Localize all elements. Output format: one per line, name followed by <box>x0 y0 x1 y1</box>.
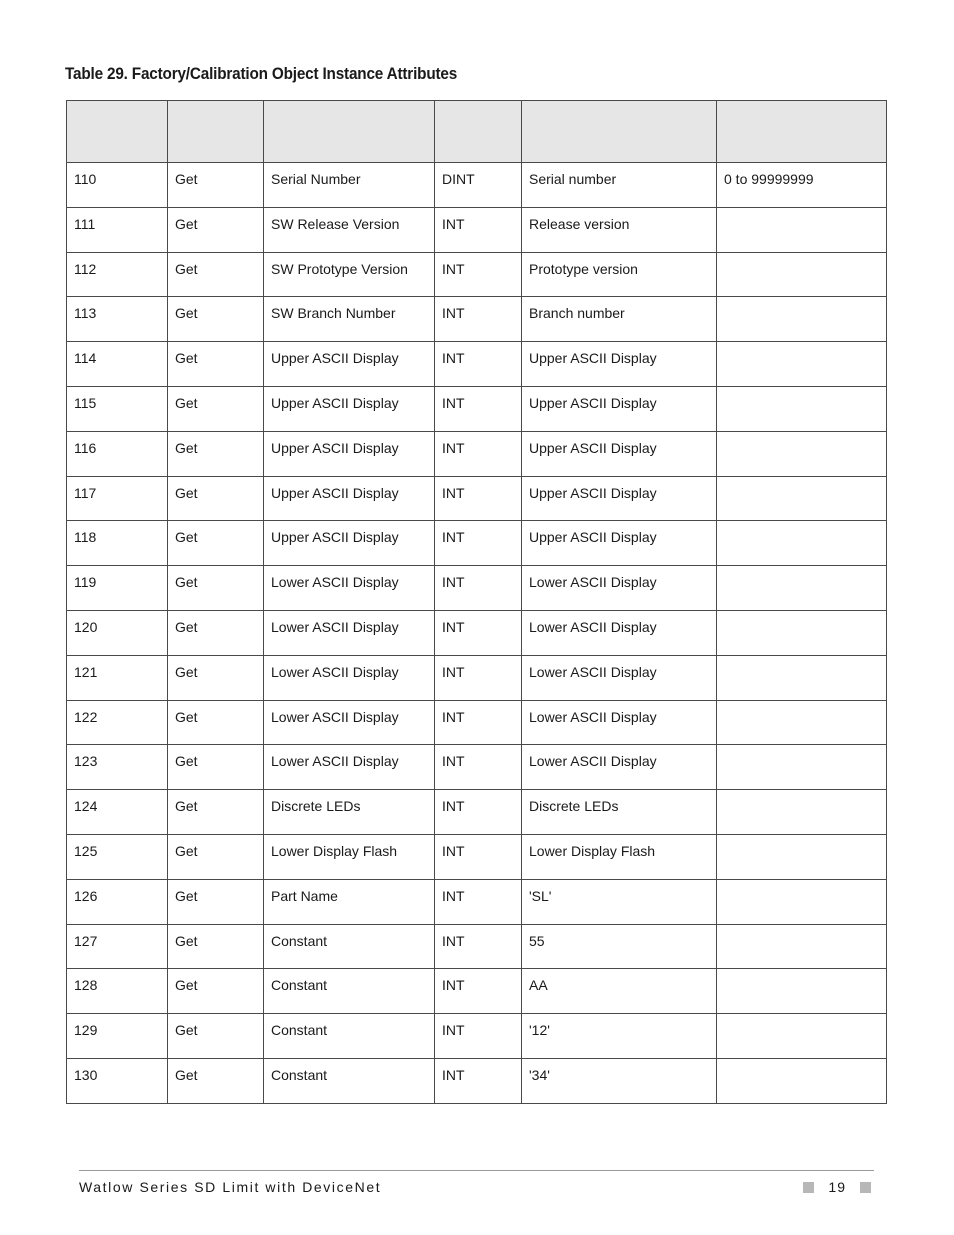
table-cell: INT <box>435 879 522 924</box>
table-cell: Discrete LEDs <box>522 790 717 835</box>
table-row <box>67 297 887 342</box>
table-cell: Get <box>168 790 264 835</box>
table-cell: 110 <box>67 163 168 208</box>
page-number: 19 <box>828 1179 846 1195</box>
table-cell: Get <box>168 924 264 969</box>
table-cell: 112 <box>67 252 168 297</box>
table-cell: INT <box>435 342 522 387</box>
table-cell: Get <box>168 745 264 790</box>
table-cell: SW Release Version <box>264 207 435 252</box>
table-cell: 113 <box>67 297 168 342</box>
table-cell: INT <box>435 566 522 611</box>
table-row <box>67 745 887 790</box>
table-row <box>67 610 887 655</box>
table-cell: Get <box>168 1014 264 1059</box>
table-cell: 120 <box>67 610 168 655</box>
table-cell <box>717 879 887 924</box>
table-cell: Prototype version <box>522 252 717 297</box>
table-cell: INT <box>435 297 522 342</box>
table-cell: Get <box>168 386 264 431</box>
table-cell: Upper ASCII Display <box>264 476 435 521</box>
table-cell: Serial Number <box>264 163 435 208</box>
table-cell: Get <box>168 655 264 700</box>
table-cell: INT <box>435 1014 522 1059</box>
table-row <box>67 790 887 835</box>
table-row <box>67 879 887 924</box>
table-cell: AA <box>522 969 717 1014</box>
table-cell: Get <box>168 342 264 387</box>
table-cell <box>717 386 887 431</box>
table-cell <box>717 297 887 342</box>
table-cell <box>717 566 887 611</box>
table-cell: Get <box>168 566 264 611</box>
table-row <box>67 207 887 252</box>
table-row <box>67 655 887 700</box>
table-cell: 111 <box>67 207 168 252</box>
table-row <box>67 342 887 387</box>
header-cell <box>168 101 264 163</box>
table-cell: Lower Display Flash <box>522 834 717 879</box>
table-cell: Get <box>168 700 264 745</box>
table-cell: 115 <box>67 386 168 431</box>
table-row <box>67 924 887 969</box>
table-cell: Lower ASCII Display <box>522 610 717 655</box>
table-cell: Upper ASCII Display <box>522 386 717 431</box>
table-cell <box>717 1058 887 1103</box>
table-row <box>67 1014 887 1059</box>
square-icon <box>803 1182 814 1193</box>
table-cell: INT <box>435 924 522 969</box>
table-cell: DINT <box>435 163 522 208</box>
table-cell: Constant <box>264 924 435 969</box>
table-cell: Get <box>168 252 264 297</box>
table-header <box>67 101 887 163</box>
table-cell: Lower ASCII Display <box>264 745 435 790</box>
table-row <box>67 163 887 208</box>
table-cell: Get <box>168 969 264 1014</box>
table-cell <box>717 431 887 476</box>
footer-page-marker <box>803 1179 871 1195</box>
table-cell: Lower Display Flash <box>264 834 435 879</box>
table-row <box>67 834 887 879</box>
header-cell <box>717 101 887 163</box>
header-row <box>67 101 887 163</box>
table-cell <box>717 610 887 655</box>
table-cell <box>717 342 887 387</box>
table-row <box>67 386 887 431</box>
table-cell: '12' <box>522 1014 717 1059</box>
table-cell: SW Branch Number <box>264 297 435 342</box>
table-cell: 121 <box>67 655 168 700</box>
table-cell: INT <box>435 745 522 790</box>
table-cell: Get <box>168 610 264 655</box>
footer-divider <box>79 1170 874 1171</box>
table-cell <box>717 1014 887 1059</box>
table-cell: Constant <box>264 1058 435 1103</box>
table-cell: 123 <box>67 745 168 790</box>
table-cell <box>717 700 887 745</box>
table-cell: INT <box>435 207 522 252</box>
table-cell: 114 <box>67 342 168 387</box>
table-title: Table 29. Factory/Calibration Object Instance Attributes <box>65 64 458 83</box>
table-cell <box>717 969 887 1014</box>
table-cell <box>717 476 887 521</box>
table-body <box>67 163 887 1104</box>
table-cell <box>717 834 887 879</box>
table-cell: 125 <box>67 834 168 879</box>
table-cell: Lower ASCII Display <box>522 566 717 611</box>
table-cell: Constant <box>264 1014 435 1059</box>
table-cell: 55 <box>522 924 717 969</box>
table-cell: 130 <box>67 1058 168 1103</box>
table-cell: Get <box>168 879 264 924</box>
table-cell: Lower ASCII Display <box>264 655 435 700</box>
table-cell: SW Prototype Version <box>264 252 435 297</box>
table-cell: Lower ASCII Display <box>264 566 435 611</box>
table-cell: INT <box>435 655 522 700</box>
table-cell: 128 <box>67 969 168 1014</box>
table-cell <box>717 207 887 252</box>
table-cell: Release version <box>522 207 717 252</box>
table-row <box>67 566 887 611</box>
table-cell <box>717 521 887 566</box>
header-cell <box>264 101 435 163</box>
table-row <box>67 431 887 476</box>
table-cell: Lower ASCII Display <box>264 700 435 745</box>
table-cell: INT <box>435 834 522 879</box>
table-cell: 0 to 99999999 <box>717 163 887 208</box>
table-cell: Get <box>168 207 264 252</box>
table-cell: Upper ASCII Display <box>522 342 717 387</box>
table-row <box>67 1058 887 1103</box>
table-cell: INT <box>435 790 522 835</box>
table-cell: Get <box>168 431 264 476</box>
table-cell <box>717 252 887 297</box>
table-cell <box>717 924 887 969</box>
table-cell: INT <box>435 431 522 476</box>
table-cell: INT <box>435 1058 522 1103</box>
table-cell: Upper ASCII Display <box>264 342 435 387</box>
table-cell: Constant <box>264 969 435 1014</box>
table-cell: Get <box>168 834 264 879</box>
table-cell: Get <box>168 163 264 208</box>
table-row <box>67 700 887 745</box>
table-cell: Discrete LEDs <box>264 790 435 835</box>
table-cell: 124 <box>67 790 168 835</box>
table-cell: Upper ASCII Display <box>264 431 435 476</box>
table-cell <box>717 655 887 700</box>
table-cell: 127 <box>67 924 168 969</box>
table-cell: INT <box>435 386 522 431</box>
table-cell: 129 <box>67 1014 168 1059</box>
table-cell: Get <box>168 521 264 566</box>
header-cell <box>435 101 522 163</box>
table-cell: Upper ASCII Display <box>522 521 717 566</box>
table-cell: 116 <box>67 431 168 476</box>
table-cell: Get <box>168 1058 264 1103</box>
table-cell: 'SL' <box>522 879 717 924</box>
attributes-table <box>66 100 887 1104</box>
table-cell: INT <box>435 252 522 297</box>
table-cell: Lower ASCII Display <box>522 700 717 745</box>
table-cell: Upper ASCII Display <box>522 476 717 521</box>
table-cell: INT <box>435 969 522 1014</box>
table-cell: Get <box>168 476 264 521</box>
table-cell: INT <box>435 521 522 566</box>
table-cell: 122 <box>67 700 168 745</box>
table-cell: Upper ASCII Display <box>264 386 435 431</box>
footer-title: Watlow Series SD Limit with DeviceNet <box>79 1179 382 1195</box>
table-row <box>67 252 887 297</box>
table-cell: Lower ASCII Display <box>264 610 435 655</box>
table-cell: '34' <box>522 1058 717 1103</box>
table-row <box>67 476 887 521</box>
header-cell <box>522 101 717 163</box>
table-cell: Branch number <box>522 297 717 342</box>
table-cell: 126 <box>67 879 168 924</box>
header-cell <box>67 101 168 163</box>
table-cell: 117 <box>67 476 168 521</box>
table-cell: Serial number <box>522 163 717 208</box>
table-cell: INT <box>435 700 522 745</box>
table-row <box>67 521 887 566</box>
table-cell: Upper ASCII Display <box>264 521 435 566</box>
table-cell: Get <box>168 297 264 342</box>
table-cell <box>717 745 887 790</box>
table-cell: Lower ASCII Display <box>522 655 717 700</box>
square-icon <box>860 1182 871 1193</box>
table-cell: INT <box>435 610 522 655</box>
table-cell: 118 <box>67 521 168 566</box>
table-cell: Upper ASCII Display <box>522 431 717 476</box>
table-cell <box>717 790 887 835</box>
table-cell: Part Name <box>264 879 435 924</box>
table-cell: Lower ASCII Display <box>522 745 717 790</box>
table-row <box>67 969 887 1014</box>
table-cell: 119 <box>67 566 168 611</box>
table-cell: INT <box>435 476 522 521</box>
